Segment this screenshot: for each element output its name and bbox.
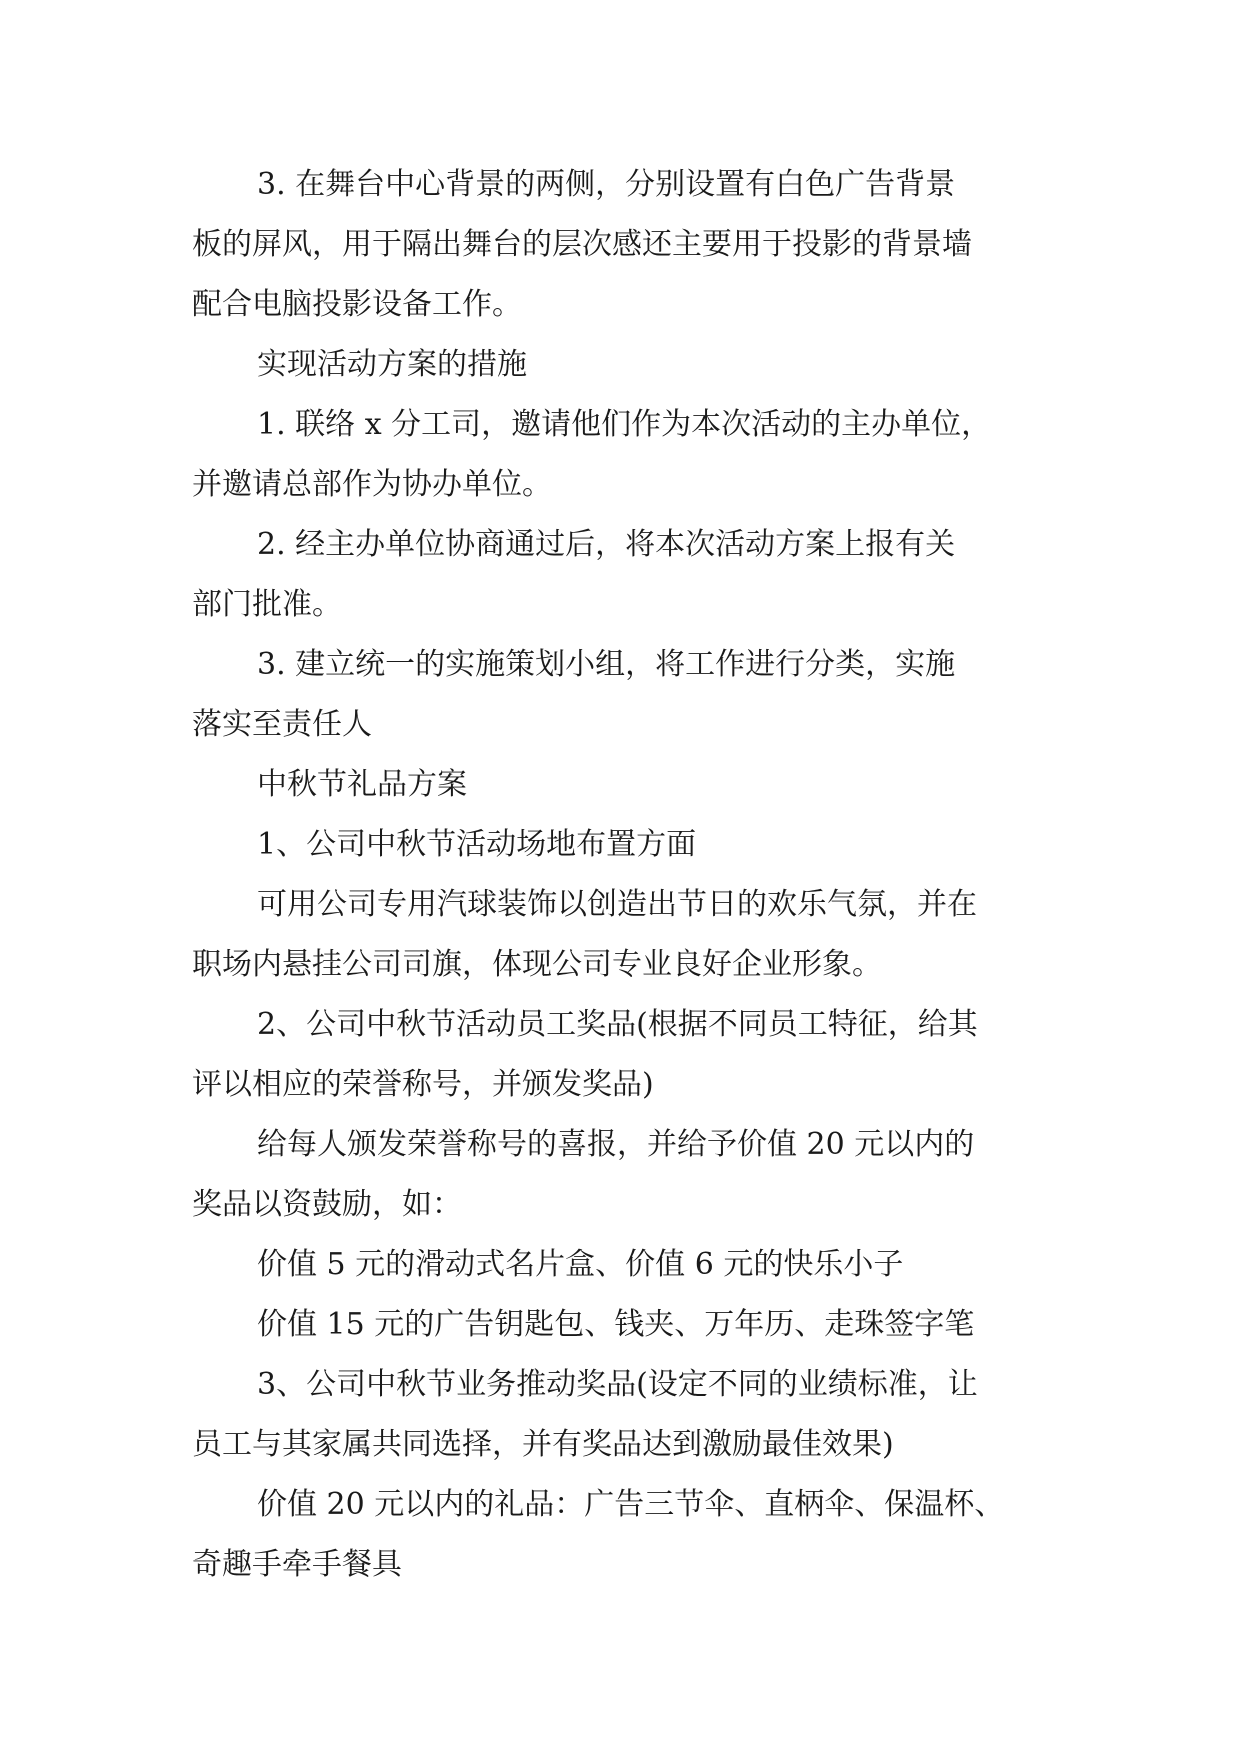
text-line: 价值 20 元以内的礼品：广告三节伞、直柄伞、保温杯、 (257, 1487, 1005, 1522)
text-line: 部门批准。 (192, 587, 342, 622)
section-heading: 中秋节礼品方案 (257, 767, 467, 802)
text-line: 奖品以资鼓励，如： (192, 1187, 462, 1222)
text-line: 价值 5 元的滑动式名片盒、价值 6 元的快乐小子 (257, 1247, 904, 1282)
text-line: 板的屏风，用于隔出舞台的层次感还主要用于投影的背景墙 (192, 227, 972, 262)
text-line: 可用公司专用汽球装饰以创造出节日的欢乐气氛，并在 (257, 887, 977, 922)
text-line: 职场内悬挂公司司旗，体现公司专业良好企业形象。 (192, 947, 882, 982)
subsection-heading: 1、公司中秋节活动场地布置方面 (257, 827, 697, 862)
text-line: 员工与其家属共同选择，并有奖品达到激励最佳效果) (192, 1427, 894, 1462)
text-line: 给每人颁发荣誉称号的喜报，并给予价值 20 元以内的 (257, 1127, 975, 1162)
text-line: 3. 建立统一的实施策划小组，将工作进行分类，实施 (257, 647, 956, 682)
text-line: 2. 经主办单位协商通过后，将本次活动方案上报有关 (257, 527, 956, 562)
subsection-heading: 3、公司中秋节业务推动奖品(设定不同的业绩标准，让 (257, 1367, 978, 1402)
text-line: 价值 15 元的广告钥匙包、钱夹、万年历、走珠签字笔 (257, 1307, 975, 1342)
text-line: 配合电脑投影设备工作。 (192, 287, 522, 322)
text-line: 并邀请总部作为协办单位。 (192, 467, 552, 502)
text-line: 落实至责任人 (192, 707, 372, 742)
subsection-heading: 2、公司中秋节活动员工奖品(根据不同员工特征，给其 (257, 1007, 978, 1042)
document-body (192, 155, 1052, 1595)
text-line: 奇趣手牵手餐具 (192, 1547, 402, 1582)
text-line: 3. 在舞台中心背景的两侧，分别设置有白色广告背景 (257, 167, 956, 202)
text-line: 评以相应的荣誉称号，并颁发奖品) (192, 1067, 654, 1102)
section-heading: 实现活动方案的措施 (257, 347, 527, 382)
text-line: 1. 联络 x 分工司，邀请他们作为本次活动的主办单位， (257, 407, 992, 442)
